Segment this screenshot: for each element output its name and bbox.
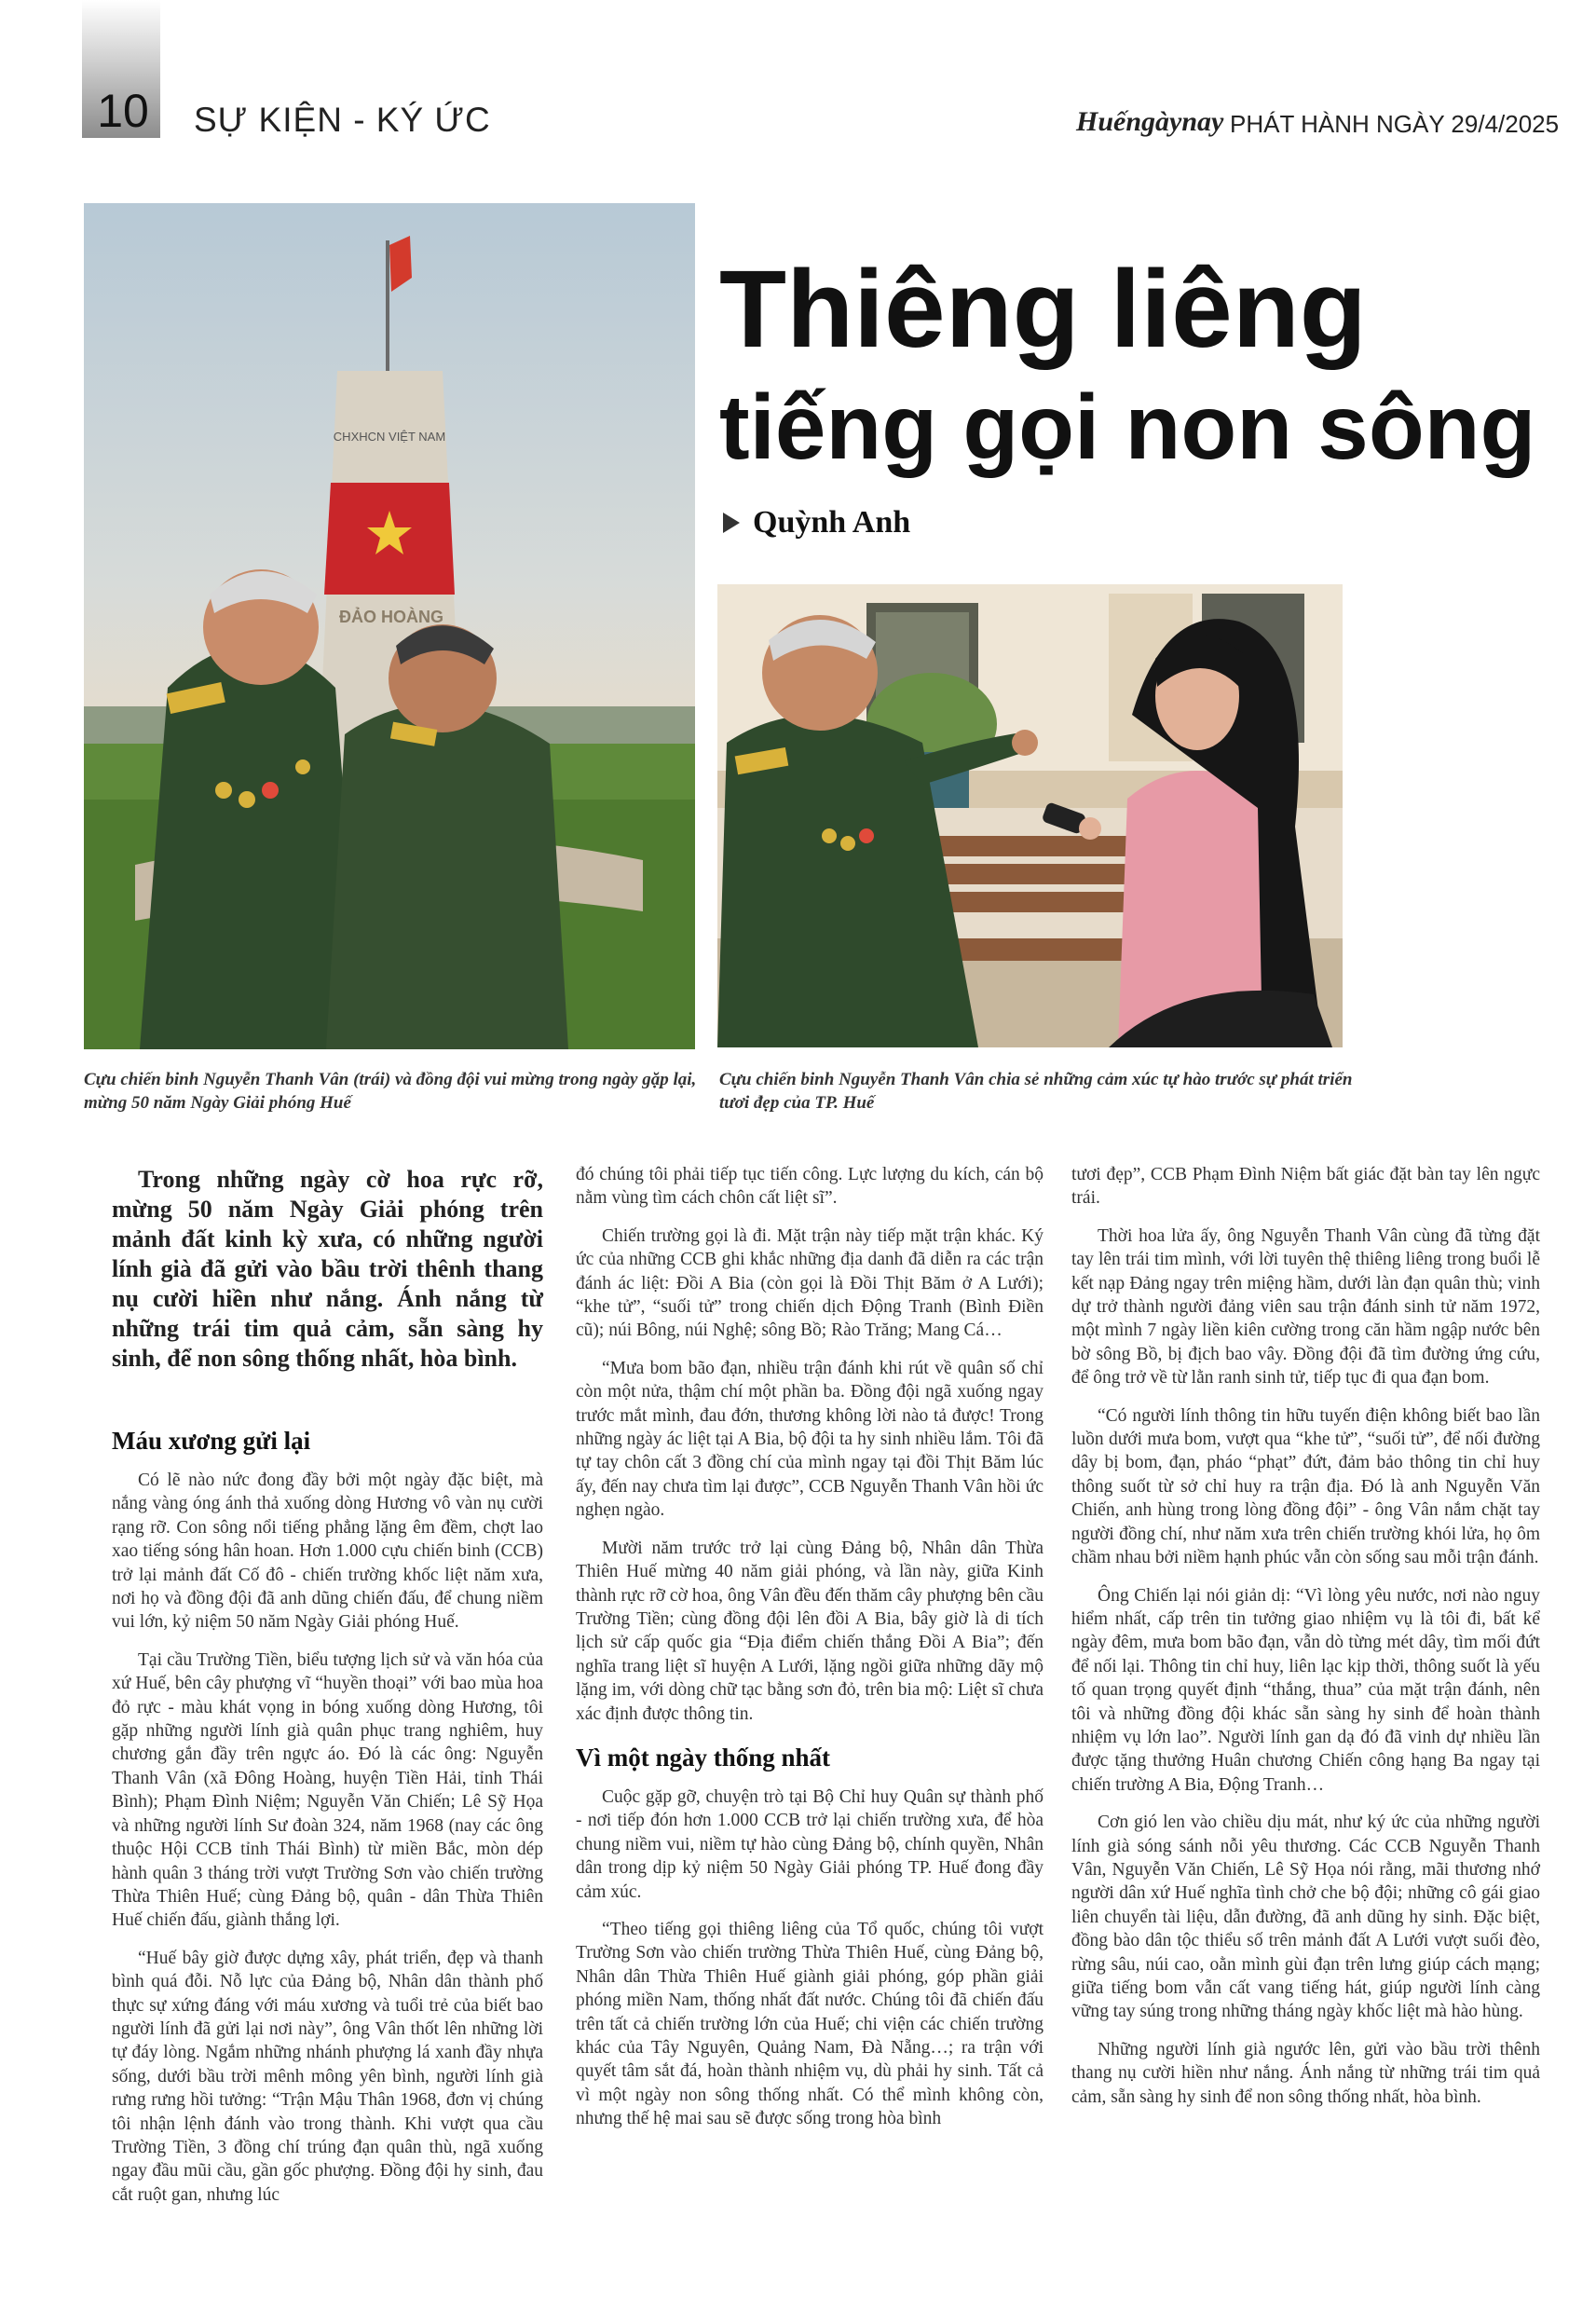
subhead-2: Vì một ngày thống nhất bbox=[576, 1743, 831, 1772]
paragraph: Thời hoa lửa ấy, ông Nguyễn Thanh Vân cùng đã từng đặt tay lên trái tim mình, với lời tuyên thệ thiêng liêng trong buổi lễ kết nạp Đảng ngay trên miệng hầm, dưới làn đạn quân thù; vinh dự trở thành người đảng viên sau trận đánh sinh tử năm 1972, một mình 7 ngày liền kiên cường trong căn hầm ngập nước bên bờ sông Bồ, bị địch bao vây. Đồng đội đã tìm đường ứng cứu, để ông trở về từ lằn ranh sinh tử, tiếp tục đi qua đạn bom. bbox=[1071, 1225, 1540, 1389]
subhead-1: Máu xương gửi lại bbox=[112, 1427, 311, 1455]
article-lead: Trong những ngày cờ hoa rực rỡ, mừng 50 năm Ngày Giải phóng trên mảnh đất kinh kỳ xưa, có những người lính già đã gửi vào bầu trời thênh thang nụ cười hiền như nắng. Ánh nắng từ những trái tim quả cảm, sẵn sàng hy sinh, để non sông thống nhất, hòa bình. bbox=[112, 1166, 543, 1372]
paragraph: Ông Chiến lại nói giản dị: “Vì lòng yêu nước, nơi nào nguy hiểm nhất, cấp trên tin tưởng giao nhiệm vụ là tôi đi, bất kể ngày đêm, mưa bom bão đạn, vẫn dò từng mét dây, tìm mối đứt để nối lại. Thông tin chỉ huy, liên lạc kịp thời, thông suốt là yếu tố quan trọng quyết định “thắng, thua” của mặt trận đánh, nên tôi và những đồng đội khác sẵn sàng hy sinh để hoàn thành nhiệm vụ lớn lao”. Người lính gan dạ đó đã vinh dự nhiều lần được tặng thưởng Huân chương Chiến công hạng Ba ngay tại chiến trường A Bia, Động Tranh… bbox=[1071, 1585, 1540, 1795]
headline-line-1: Thiêng liêng bbox=[719, 248, 1367, 371]
paragraph: Tại cầu Trường Tiền, biểu tượng lịch sử và văn hóa của xứ Huế, bên cây phượng vĩ “huyền thoại” với bao mùa hoa đỏ rực - màu khát vọng in bóng xuống dòng Hương, tôi gặp những người lính già quân phục trang nghiêm, huy chương gắn đầy trên ngực áo. Đó là các ông: Nguyễn Thanh Vân (xã Đông Hoàng, huyện Tiền Hải, tỉnh Thái Bình); Phạm Đình Niệm; Nguyễn Văn Chiến; Lê Sỹ Họa và những người lính Sư đoàn 324, năm 1968 (nay các ông thuộc Hội CCB tỉnh Thái Bình) từ miền Bắc, mòn dép hành quân 3 tháng trời vượt Trường Sơn vào chiến trường Thừa Thiên Huế; cùng Đảng bộ, quân - dân Thừa Thiên Huế chiến đấu, giành thắng lợi. bbox=[112, 1649, 543, 1931]
publish-date: PHÁT HÀNH NGÀY 29/4/2025 bbox=[1230, 110, 1560, 138]
paragraph: đó chúng tôi phải tiếp tục tiến công. Lực lượng du kích, cán bộ nằm vùng tìm cách chôn cất liệt sĩ”. bbox=[576, 1165, 1044, 1209]
paragraph: Có lẽ nào nức đong đầy bởi một ngày đặc biệt, mà nắng vàng óng ánh thả xuống dòng Hương vô vàn nụ cười rạng rỡ. Con sông nổi tiếng phẳng lặng êm đềm, chợt lao xao tiếng sóng hân hoan. Hơn 1.000 cựu chiến binh (CCB) trở lại mảnh đất Cố đô - chiến trường khốc liệt năm xưa, nơi họ và đồng đội đã anh dũng chiến đấu, để chung niềm vui lớn, kỷ niệm 50 năm Ngày Giải phóng Huế. bbox=[112, 1471, 543, 1633]
paragraph: “Huế bây giờ được dựng xây, phát triển, đẹp và thanh bình quá đỗi. Nỗ lực của Đảng bộ, Nhân dân thành phố thực sự xứng đáng với máu xương và tuổi trẻ của biết bao người lính đã gửi lại nơi này”, ông Vân thốt lên những lời tự đáy lòng. Ngắm những nhánh phượng lá xanh đầy nhựa sống, dưới bầu trời mênh mông yên bình, người lính già rưng rưng hồi tưởng: “Trận Mậu Thân 1968, đơn vị chúng tôi nhận lệnh đánh vào trong thành. Khi vượt qua cầu Trường Tiền, 3 đồng chí trúng đạn quân thù, ngã xuống ngay đầu mũi cầu, gần gốc phượng. Đồng đội hy sinh, đau cắt ruột gan, nhưng lúc bbox=[112, 1948, 543, 2205]
article-headline bbox=[719, 250, 1558, 479]
paragraph: tươi đẹp”, CCB Phạm Đình Niệm bất giác đặt bàn tay lên ngực trái. bbox=[1071, 1165, 1540, 1209]
play-arrow-icon bbox=[723, 513, 740, 533]
photo1-caption: Cựu chiến binh Nguyễn Thanh Vân (trái) và đồng đội vui mừng trong ngày gặp lại, mừng 50 năm Ngày Giải phóng Huế bbox=[84, 1070, 697, 1113]
photo1-sign-bottom: ĐẢO HOÀNG bbox=[339, 608, 443, 626]
photo-interview bbox=[717, 584, 1343, 1047]
newspaper-logo: Huếngàynay bbox=[1076, 106, 1224, 137]
author-name: Quỳnh Anh bbox=[753, 505, 911, 540]
paragraph: Những người lính già ngước lên, gửi vào bầu trời thênh thang nụ cười hiền như nắng. Ánh nắng từ những trái tim quả cảm, sẵn sàng hy sinh để non sông thống nhất, hòa bình. bbox=[1071, 2039, 1540, 2107]
article-column-1 bbox=[112, 1165, 543, 2221]
section-title: SỰ KIỆN - KÝ ỨC bbox=[194, 101, 491, 139]
article-column-2 bbox=[576, 1163, 1044, 2145]
photo-veterans-embrace bbox=[84, 203, 695, 1049]
paragraph: “Có người lính thông tin hữu tuyến điện không biết bao lần luồn dưới mưa bom, vượt qua “khe tử”, “suối tử”, để nối đường dây bị bom, đạn, pháo “phạt” đứt, đảm bảo thông tin chỉ huy thông suốt từ sở chỉ huy ra trận địa. Đó là anh Nguyễn Văn Chiến, anh hùng trong lòng đồng đội” - ông Vân nắm chặt tay người đồng chí, như năm xưa trên chiến trường khói lửa, họ ôm chầm nhau bởi niềm hạnh phúc vẫn còn sống sau mỗi trận đánh. bbox=[1071, 1405, 1540, 1568]
paragraph: Mười năm trước trở lại cùng Đảng bộ, Nhân dân Thừa Thiên Huế mừng 40 năm giải phóng, và lần này, giữa Kinh thành rực rỡ cờ hoa, ông Vân đều đến thăm cây phượng bên cầu Trường Tiền; cùng đồng đội lên đồi A Bia, bây giờ là di tích lịch sử cấp quốc gia “Địa điểm chiến thắng Đồi A Bia”; đến nghĩa trang liệt sĩ huyện A Lưới, lặng ngồi giữa những dãy mộ lặng im, với dòng chữ tạc bằng sơn đỏ, trên bia mộ: Liệt sĩ chưa xác định được thông tin. bbox=[576, 1538, 1044, 1724]
photo1-sign-top: CHXHCN VIỆT NAM bbox=[333, 430, 446, 444]
byline bbox=[723, 505, 910, 540]
photo2-caption: Cựu chiến binh Nguyễn Thanh Vân chia sẻ những cảm xúc tự hào trước sự phát triển tươi đẹp của TP. Huế bbox=[719, 1070, 1353, 1113]
paragraph: “Theo tiếng gọi thiêng liêng của Tổ quốc, chúng tôi vượt Trường Sơn vào chiến trường Thừa Thiên Huế, cùng Đảng bộ, Nhân dân Thừa Thiên Huế giành giải phóng, góp phần giải phóng miền Nam, thống nhất đất nước. Chúng tôi đã chiến đấu trên tất cả chiến trường lớn của Huế; chi viện các chiến trường khác của Tây Nguyên, Quảng Nam, Đà Nẵng…; ra trận với quyết tâm sắt đá, hoàn thành nhiệm vụ, dù phải hy sinh. Tất cả vì một ngày non sông thống nhất. Có thể mình không còn, nhưng thế hệ mai sau sẽ được sống trong hòa bình bbox=[576, 1919, 1044, 2129]
paragraph: Chiến trường gọi là đi. Mặt trận này tiếp mặt trận khác. Ký ức của những CCB ghi khắc những địa danh đã diễn ra các trận đánh ác liệt: Đồi A Bia (còn gọi là Đồi Thịt Băm ở A Lưới); “khe tử”, “suối tử” trong chiến dịch Động Tranh (Bình Điền cũ); núi Bông, núi Nghệ; sông Bồ; Rào Trăng; Mang Cá… bbox=[576, 1225, 1044, 1341]
headline-line-2: tiếng gọi non sông bbox=[719, 376, 1536, 478]
article-column-3 bbox=[1071, 1163, 1540, 2123]
page-number: 10 bbox=[97, 85, 149, 137]
paragraph: “Mưa bom bão đạn, nhiều trận đánh khi rút về quân số chỉ còn một nửa, thậm chí một phần ba. Đồng đội ngã xuống ngay trước mắt mình, đau đớn, thương không lời nào tả được! Trong những ngày ác liệt tại A Bia, bộ đội ta hy sinh nhiều lắm. Tôi đã tự tay chôn cất 3 đồng chí của mình ngay tại đồi Thịt Băm lúc ấy, đến nay chưa tìm lại được”, CCB Nguyễn Thanh Vân hồi ức nghẹn ngào. bbox=[576, 1358, 1044, 1521]
paragraph: Cuộc gặp gỡ, chuyện trò tại Bộ Chỉ huy Quân sự thành phố - nơi tiếp đón hơn 1.000 CCB trở lại chiến trường xưa, để hòa chung niềm vui, niềm tự hào cùng Đảng bộ, chính quyền, Nhân dân trong dịp kỷ niệm 50 Ngày Giải phóng TP. Huế đong đầy cảm xúc. bbox=[576, 1786, 1044, 1902]
paragraph: Cơn gió len vào chiều dịu mát, như ký ức của những người lính già sóng sánh nỗi yêu thương. Các CCB Nguyễn Thanh Vân, Nguyễn Văn Chiến, Lê Sỹ Họa nói rằng, mãi thương nhớ người dân xứ Huế nghĩa tình chở che bộ đội; những cô gái giao liên chuyển tài liệu, dẫn đường, đã anh dũng hy sinh. Đặc biệt, đồng bào dân tộc thiểu số trên mảnh đất A Lưới vượt suối đèo, rừng sâu, núi cao, oằn mình gùi đạn trên lưng giúp cách mạng; giữa tiếng bom vẫn cất vang tiếng hát, giúp người lính càng vững tay súng trong những tháng ngày khốc liệt mà hào hùng. bbox=[1071, 1813, 1540, 2022]
